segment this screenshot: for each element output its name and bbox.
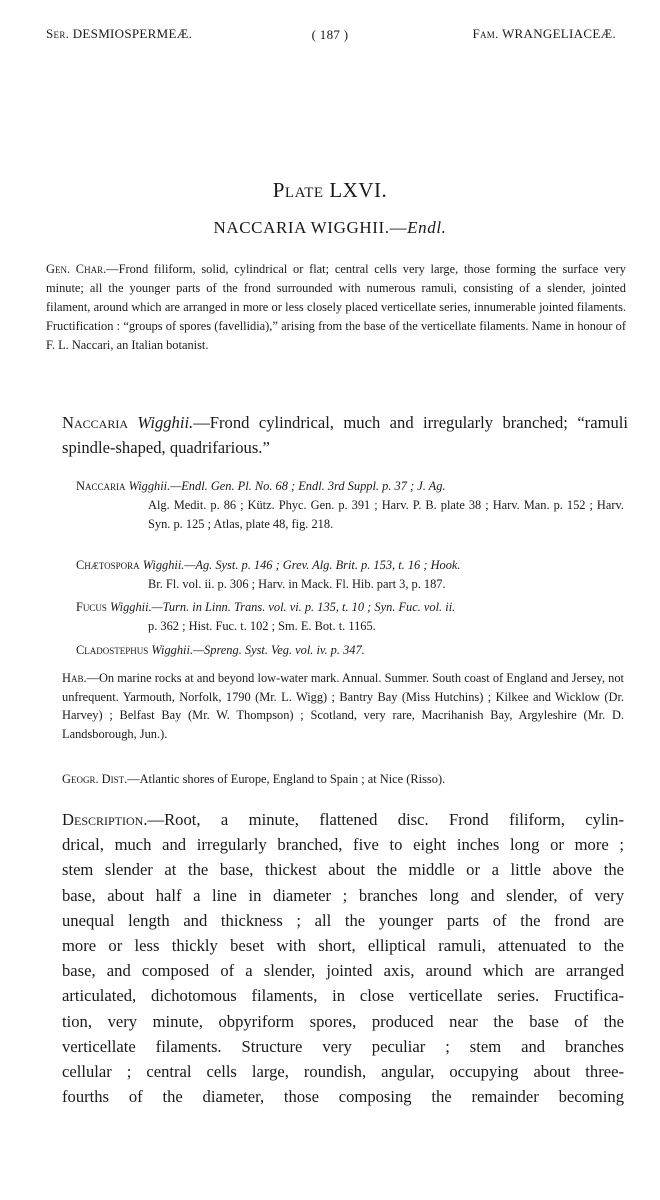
synonym-genus: Cladostephus xyxy=(76,643,149,657)
geographic-distribution xyxy=(62,770,624,789)
synonym-citation-continued: Alg. Medit. p. 86 ; Kütz. Phyc. Gen. p. 391 ; Harv. P. B. plate 38 ; Harv. Man. p. 152 ; Harv. Syn. p. 125 ; Atlas, plate 48, fig. 218. xyxy=(148,498,624,531)
description-line: base, and composed of a slender, jointed axis, around which are arranged xyxy=(62,961,624,981)
synonym-citation: Wigghii.—Spreng. Syst. Veg. vol. iv. p. 347. xyxy=(151,643,365,657)
synonym-genus: Chætospora xyxy=(76,558,140,572)
description-label: Description. xyxy=(62,810,148,829)
description-line: articulated, dichotomous filaments, in close verticellate series. Fructifica- xyxy=(62,986,624,1006)
synonym-citation-continued: Br. Fl. vol. ii. p. 306 ; Harv. in Mack. Fl. Hib. part 3, p. 187. xyxy=(148,577,446,591)
species-name: NACCARIA WIGGHII.— xyxy=(213,218,408,237)
description xyxy=(62,807,624,1109)
description-line: Description.—Root, a minute, flattened disc. Frond filiform, cylin- xyxy=(62,810,624,829)
synonym-citation: Wigghii.—Ag. Syst. p. 146 ; Grev. Alg. Brit. p. 153, t. 16 ; Hook. xyxy=(142,558,461,572)
habitat-text: —On marine rocks at and beyond low-water mark. Annual. Summer. South coast of England and Jersey, not unfrequent. Yarmouth, Norfolk, 1790 (Mr. L. Wigg) ; Bantry Bay (Miss Hutchins) ; Kilkee and Wicklow (Dr. Harvey) ; Belfast Bay (Mr. W. Thompson) ; Scotland, very rare, Macrihanish Bay, Argyleshire (Mr. D. Landsborough, Jun.). xyxy=(62,671,624,741)
diagnosis-text: —Frond cylindrical, much and irregularly branched; “ramuli spindle-shaped, quadrifarious.” xyxy=(62,413,628,457)
running-header-family: Fam. WRANGELIACEÆ. xyxy=(472,26,616,41)
synonym-entry xyxy=(76,598,624,636)
plate-title: Plate LXVI. xyxy=(272,178,388,202)
synonym-entry xyxy=(76,641,624,660)
running-header-series: Ser. DESMIOSPERMEÆ. xyxy=(46,26,193,41)
species-author: Endl. xyxy=(407,218,447,237)
description-line: fourths of the diameter, those composing the remainder becoming xyxy=(62,1087,624,1107)
description-line: unequal length and thickness ; all the younger parts of the frond are xyxy=(62,910,624,930)
description-line: drical, much and irregularly branched, five to eight inches long or more ; xyxy=(62,835,624,855)
page-number: ( 187 ) xyxy=(311,27,349,42)
generic-character xyxy=(46,260,626,355)
description-line: verticellate filaments. Structure very peculiar ; stem and branches xyxy=(62,1036,624,1056)
synonym-entry xyxy=(76,477,624,534)
geographic-distribution-label: Geogr. Dist. xyxy=(62,772,128,786)
description-line: more or less thickly beset with short, elliptical ramuli, attenuated to the xyxy=(62,936,624,956)
habitat xyxy=(62,669,624,743)
description-line: cellular ; central cells large, roundish, angular, occupying about three- xyxy=(62,1062,624,1082)
synonym-entry xyxy=(76,556,624,594)
description-line: tion, very minute, obpyriform spores, produced near the base of the xyxy=(62,1011,624,1031)
generic-character-label: Gen. Char. xyxy=(46,262,107,276)
description-line: base, about half a line in diameter ; branches long and slender, of very xyxy=(62,885,624,905)
diagnosis-genus: Naccaria xyxy=(62,413,128,432)
generic-character-text: —Frond filiform, solid, cylindrical or flat; central cells very large, those forming the surface very minute; all the younger parts of the frond surrounded with numerous ramuli, consisting of a slender, jointed filament, around which are arranged in more or less closely placed verticellate series, innumerable jointed filaments. Fructification : “groups of spores (favellidia),” arising from the base of the verticellate filaments. Name in honour of F. L. Naccari, an Italian botanist. xyxy=(46,262,626,352)
synonym-genus: Naccaria xyxy=(76,479,126,493)
description-line: stem slender at the base, thickest about the middle or a little above the xyxy=(62,860,624,880)
habitat-label: Hab. xyxy=(62,671,87,685)
synonym-citation: Wigghii.—Turn. in Linn. Trans. vol. vi. p. 135, t. 10 ; Syn. Fuc. vol. ii. xyxy=(110,600,456,614)
synonym-citation-continued: p. 362 ; Hist. Fuc. t. 102 ; Sm. E. Bot. t. 1165. xyxy=(148,619,376,633)
geographic-distribution-text: —Atlantic shores of Europe, England to Spain ; at Nice (Risso). xyxy=(127,772,446,786)
synonym-genus: Fucus xyxy=(76,600,107,614)
species-diagnosis xyxy=(62,410,628,460)
species-title xyxy=(0,218,660,238)
synonym-citation: Wigghii.—Endl. Gen. Pl. No. 68 ; Endl. 3rd Suppl. p. 37 ; J. Ag. xyxy=(128,479,446,493)
diagnosis-species: Wigghii. xyxy=(137,413,194,432)
